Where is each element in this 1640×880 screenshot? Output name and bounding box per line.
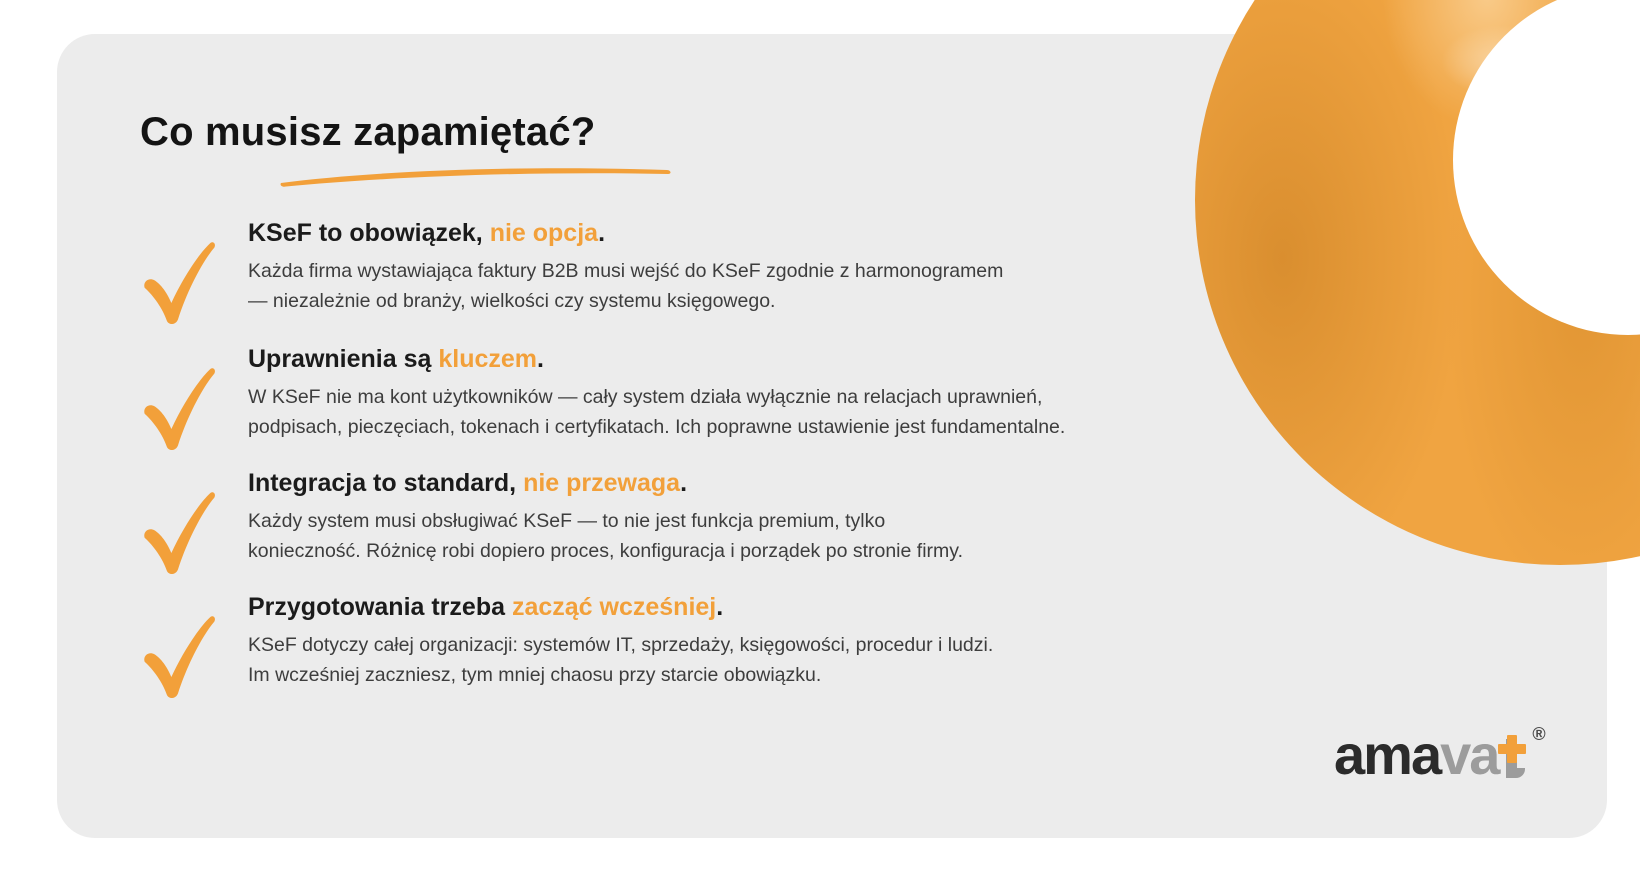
item-heading [248, 466, 963, 500]
page-title: Co musisz zapamiętać? [140, 110, 596, 154]
checkmark-icon [140, 490, 218, 574]
heading-black: Przygotowania trzeba [248, 593, 512, 621]
body-line: — niezależnie od branży, wielkości czy systemu księgowego. [248, 289, 776, 312]
heading-accent: nie opcja [489, 219, 599, 247]
item-body [248, 257, 1003, 316]
item-heading [248, 216, 1003, 250]
body-line: Każda firma wystawiająca faktury B2B musi wejść do KSeF zgodnie z harmonogramem [248, 260, 1004, 282]
item-body [248, 507, 963, 566]
heading-accent: nie przewaga [523, 469, 681, 497]
body-line: Każdy system musi obsługiwać KSeF — to nie jest funkcja premium, tylko [248, 510, 886, 532]
item-body [248, 383, 1065, 442]
body-line: W KSeF nie ma kont użytkowników — cały system działa wyłącznie na relacjach uprawnień, [248, 386, 1043, 408]
item-text [248, 466, 963, 566]
item-heading [248, 590, 993, 624]
heading-period: . [680, 469, 688, 497]
item-text [248, 216, 1003, 316]
body-line: KSeF dotyczy całej organizacji: systemów IT, sprzedaży, księgowości, procedur i ludzi. [248, 634, 994, 656]
body-line: konieczność. Różnicę robi dopiero proces, konfiguracja i porządek po stronie firmy. [248, 539, 963, 562]
heading-black: KSeF to obowiązek, [248, 219, 490, 247]
heading-period: . [598, 219, 606, 247]
logo-text-black: ama [1334, 723, 1441, 786]
title-underline-swoosh [278, 164, 674, 188]
heading-period: . [716, 593, 724, 621]
item-text [248, 590, 993, 690]
item-body [248, 631, 993, 690]
registered-mark-icon: ® [1532, 724, 1546, 744]
heading-black: Integracja to standard, [248, 469, 524, 497]
logo-text-gray: va [1440, 723, 1499, 786]
heading-period: . [537, 345, 544, 373]
checkmark-icon [140, 614, 218, 698]
heading-accent: zacząć wcześniej [511, 593, 717, 621]
body-line: Im wcześniej zaczniesz, tym mniej chaosu przy starcie obowiązku. [248, 663, 822, 686]
item-text [248, 342, 1065, 442]
heading-black: Uprawnienia są [248, 345, 439, 373]
body-line: podpisach, pieczęciach, tokenach i certyfikatach. Ich poprawne ustawienie jest fundamentalne. [248, 415, 1066, 438]
checkmark-icon [140, 366, 218, 450]
logo-t-plus-icon [1498, 731, 1528, 779]
checkmark-icon [140, 240, 218, 324]
brand-logo [1334, 723, 1546, 786]
item-heading [248, 342, 1065, 376]
heading-accent: kluczem [438, 345, 538, 373]
